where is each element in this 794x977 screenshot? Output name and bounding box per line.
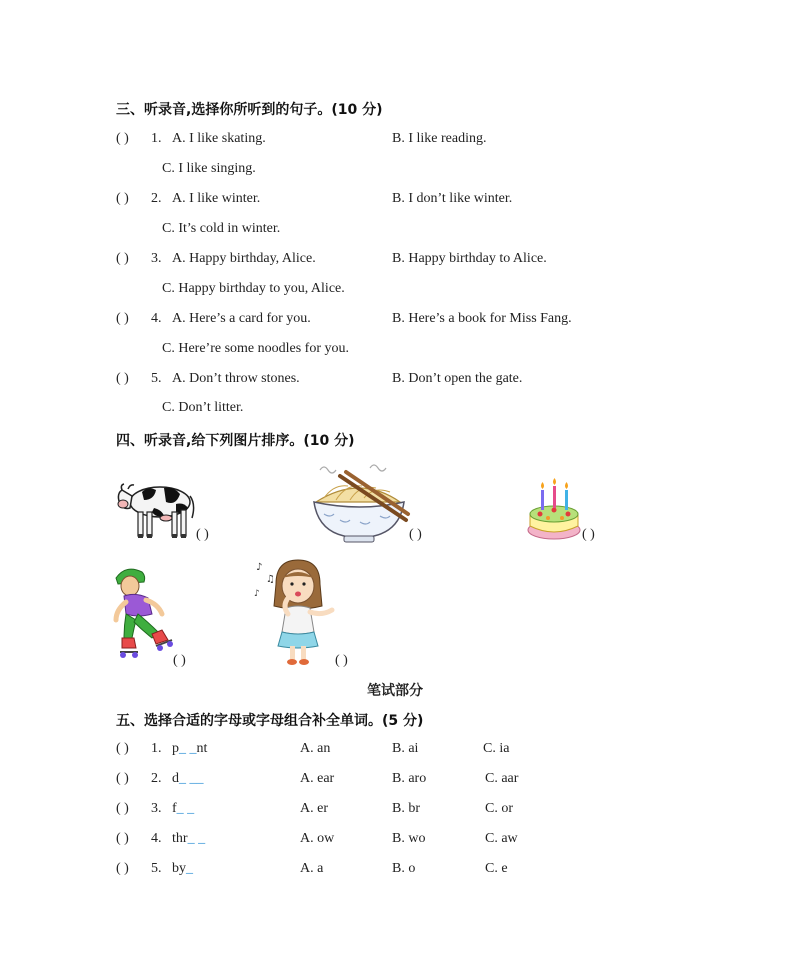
option-c: C. ia [483, 741, 510, 756]
option-a: A. a [300, 861, 324, 876]
word-prefix: f [172, 801, 177, 816]
word-prefix: p [172, 741, 179, 756]
answer-bracket[interactable]: ( ) [116, 801, 129, 816]
answer-bracket[interactable]: ( ) [116, 191, 129, 206]
word-with-blank [172, 861, 193, 877]
section4-title: 四、听录音,给下列图片排序。(10 分) [116, 433, 355, 449]
option-a: A. er [300, 801, 328, 816]
picture-4-bracket[interactable]: ( ) [173, 653, 186, 668]
option-a: A. I like skating. [172, 131, 266, 146]
option-c: C. e [485, 861, 508, 876]
picture-2-bracket[interactable]: ( ) [409, 527, 422, 542]
option-a: A. Here’s a card for you. [172, 311, 311, 326]
option-c: C. Happy birthday to you, Alice. [162, 281, 345, 296]
singing-girl-icon [252, 556, 338, 670]
answer-bracket[interactable]: ( ) [116, 741, 129, 756]
option-a: A. ow [300, 831, 335, 846]
option-c: C. or [485, 801, 513, 816]
option-a: A. I like winter. [172, 191, 261, 206]
answer-bracket[interactable]: ( ) [116, 131, 129, 146]
picture-5-bracket[interactable]: ( ) [335, 653, 348, 668]
skater-icon [108, 564, 176, 668]
option-a: A. Happy birthday, Alice. [172, 251, 316, 266]
birthday-cake-icon [526, 476, 582, 542]
word-with-blank [172, 831, 205, 847]
option-b: B. Here’s a book for Miss Fang. [392, 311, 572, 326]
option-c: C. I like singing. [162, 161, 256, 176]
option-c: C. Here’re some noodles for you. [162, 341, 350, 356]
option-b: B. br [392, 801, 420, 816]
answer-bracket[interactable]: ( ) [116, 831, 129, 846]
letter-blank: _ __ [179, 771, 204, 786]
question-number: 3. [151, 801, 162, 816]
question-number: 3. [151, 251, 162, 266]
svg-text:♪: ♪ [256, 562, 263, 573]
letter-blank: _ _ [176, 801, 195, 816]
answer-bracket[interactable]: ( ) [116, 311, 129, 326]
word-suffix: nt [196, 741, 208, 756]
option-a: A. ear [300, 771, 335, 786]
option-b: B. Happy birthday to Alice. [392, 251, 547, 266]
word-with-blank [172, 741, 207, 757]
picture-1-bracket[interactable]: ( ) [196, 527, 209, 542]
letter-blank: _ _ [187, 831, 206, 846]
option-b: B. ai [392, 741, 419, 756]
option-b: B. I like reading. [392, 131, 487, 146]
question-number: 5. [151, 861, 162, 876]
written-section-title: 笔试部分 [367, 683, 423, 699]
letter-blank: _ [186, 861, 193, 876]
letter-blank: _ _ [179, 741, 197, 756]
noodles-icon [310, 462, 410, 546]
word-prefix: by [172, 861, 186, 876]
question-number: 5. [151, 371, 162, 386]
section5-title: 五、选择合适的字母或字母组合补全单词。(5 分) [116, 713, 424, 729]
question-number: 2. [151, 191, 162, 206]
answer-bracket[interactable]: ( ) [116, 771, 129, 786]
question-number: 1. [151, 131, 162, 146]
option-c: C. aar [485, 771, 519, 786]
word-prefix: d [172, 771, 179, 786]
word-prefix: thr [172, 831, 188, 846]
option-a: A. an [300, 741, 331, 756]
question-number: 1. [151, 741, 162, 756]
picture-3-bracket[interactable]: ( ) [582, 527, 595, 542]
question-number: 4. [151, 831, 162, 846]
option-b: B. aro [392, 771, 427, 786]
answer-bracket[interactable]: ( ) [116, 251, 129, 266]
svg-text:♪: ♪ [254, 589, 260, 599]
word-with-blank [172, 771, 204, 787]
option-b: B. wo [392, 831, 426, 846]
option-b: B. o [392, 861, 416, 876]
option-c: C. It’s cold in winter. [162, 221, 281, 236]
option-b: B. Don’t open the gate. [392, 371, 523, 386]
option-a: A. Don’t throw stones. [172, 371, 300, 386]
option-c: C. aw [485, 831, 518, 846]
question-number: 2. [151, 771, 162, 786]
option-b: B. I don’t like winter. [392, 191, 513, 206]
section3-title: 三、听录音,选择你所听到的句子。(10 分) [116, 102, 383, 118]
option-c: C. Don’t litter. [162, 400, 244, 415]
question-number: 4. [151, 311, 162, 326]
answer-bracket[interactable]: ( ) [116, 861, 129, 876]
cow-icon [114, 474, 198, 542]
word-with-blank [172, 801, 194, 817]
svg-text:♫: ♫ [266, 574, 275, 585]
answer-bracket[interactable]: ( ) [116, 371, 129, 386]
